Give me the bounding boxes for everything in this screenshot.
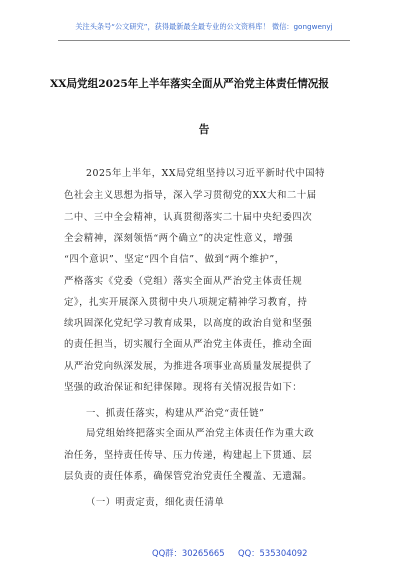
- footer-qq-contact: QQ：535304092: [238, 548, 308, 558]
- header-banner: 关注头条号“公文研究”，获得最新最全最专业的公文资料库！ 微信：gongwenyj: [75, 22, 333, 31]
- paragraph-1-line: 定》，扎实开展深入贯彻中央八项规定精神学习教育，持: [64, 297, 308, 308]
- paragraph-1-line: 全会精神，深刻领悟“两个确立”的决定性意义，增强: [64, 233, 294, 244]
- document-title-line-1: XX局党组2025年上半年落实全面从严治党主体责任情况报: [50, 78, 329, 90]
- paragraph-1-line: 坚强的政治保证和纪律保障。现将有关情况报告如下：: [64, 382, 303, 393]
- paragraph-2-line: 局党组始终把落实全面从严治党主体责任作为重大政: [86, 428, 315, 439]
- paragraph-1-line: 从严治党向纵深发展，为推进各项事业高质量发展提供了: [64, 361, 313, 372]
- subsection-1-heading: （一）明责定责，细化责任清单: [86, 497, 225, 508]
- paragraph-1-line: 2025年上半年，XX局党组坚持以习近平新时代中国特: [86, 168, 326, 179]
- paragraph-2-line: 层负责的责任体系，确保管党治党责任全覆盖、无遗漏。: [64, 471, 313, 482]
- paragraph-2-line: 治任务，坚持责任传导、压力传递，构建起上下贯通、层: [64, 450, 313, 461]
- paragraph-1-line: 续巩固深化党纪学习教育成果，以高度的政治自觉和坚强: [64, 318, 313, 329]
- document-title-line-2: 告: [198, 124, 210, 136]
- header-divider: [58, 40, 350, 41]
- paragraph-1-line: 色社会主义思想为指导，深入学习贯彻党的XX大和二十届: [64, 190, 317, 201]
- section-1-heading: 一、抓责任落实，构建从严治党“责任链”: [86, 408, 265, 419]
- paragraph-1-line: 严格落实《党委（党组）落实全面从严治党主体责任规: [64, 276, 303, 287]
- paragraph-1-line: 二中、三中全会精神，认真贯彻落实二十届中央纪委四次: [64, 212, 313, 223]
- paragraph-1-line: 的责任担当，切实履行全面从严治党主体责任，推动全面: [64, 339, 313, 350]
- footer-qq-group: QQ群：30265665: [152, 548, 225, 558]
- paragraph-1-line: “四个意识”、坚定“四个自信”、做到“两个维护”，: [64, 254, 285, 265]
